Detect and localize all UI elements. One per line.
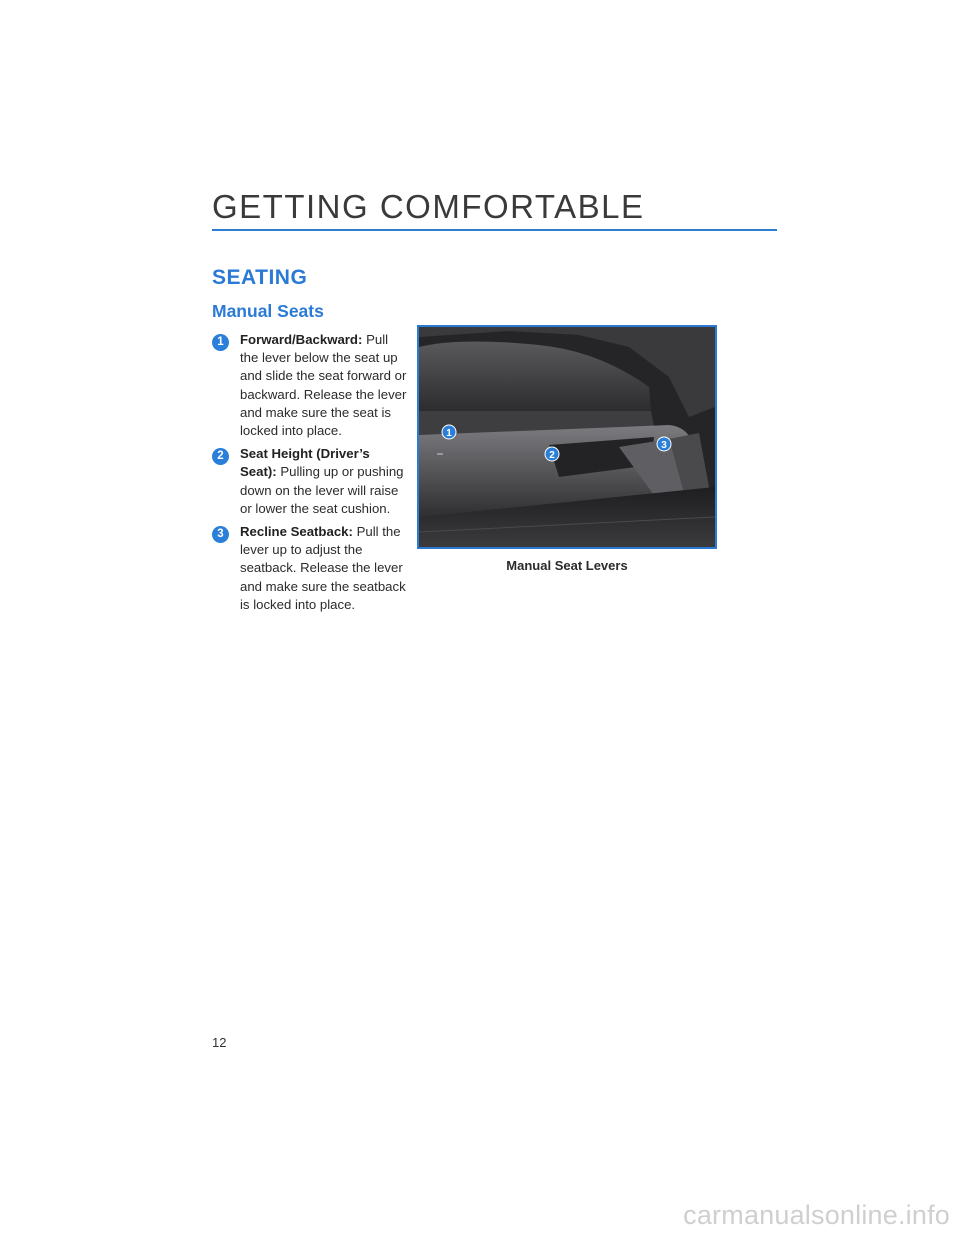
step-number-badge: 1 [212, 334, 229, 351]
instruction-list [212, 331, 408, 619]
item-text [240, 331, 408, 440]
callout-label-1: 1 [446, 428, 452, 439]
item-text [240, 523, 408, 614]
callout-1 [442, 425, 456, 439]
item-label: Forward/Backward: [240, 332, 363, 347]
callout-label-2: 2 [549, 450, 555, 461]
subsection-title: Manual Seats [212, 301, 324, 321]
item-label: Seat Height (Driver’s Seat): [240, 446, 370, 480]
page-number: 12 [212, 1035, 227, 1050]
seat-levers-photo [417, 325, 717, 549]
list-item [212, 523, 408, 614]
item-label: Recline Seatback: [240, 524, 353, 540]
callout-label-3: 3 [661, 440, 667, 451]
callout-3 [657, 437, 671, 451]
figure-caption: Manual Seat Levers [506, 558, 628, 573]
callout-2 [545, 447, 559, 461]
item-description: Pull the lever below the seat up and slide the seat forward or backward. Release the lever and make sure the seat is locked into place. [240, 332, 407, 439]
step-number-badge: 3 [212, 526, 229, 543]
list-item [212, 445, 408, 518]
seat-illustration [419, 327, 715, 547]
step-number-badge: 2 [212, 448, 229, 465]
watermark: carmanualsonline.info [683, 1200, 950, 1230]
chapter-title: GETTING COMFORTABLE [212, 188, 645, 225]
section-title: SEATING [212, 266, 308, 289]
list-item [212, 331, 408, 440]
item-description: Pull the lever up to adjust the seatback. Release the lever and make sure the seatback is locked into place. [240, 524, 406, 612]
item-text [240, 445, 408, 518]
item-description: Pulling up or pushing down on the lever will raise or lower the seat cushion. [240, 464, 404, 516]
chapter-divider [212, 229, 777, 231]
